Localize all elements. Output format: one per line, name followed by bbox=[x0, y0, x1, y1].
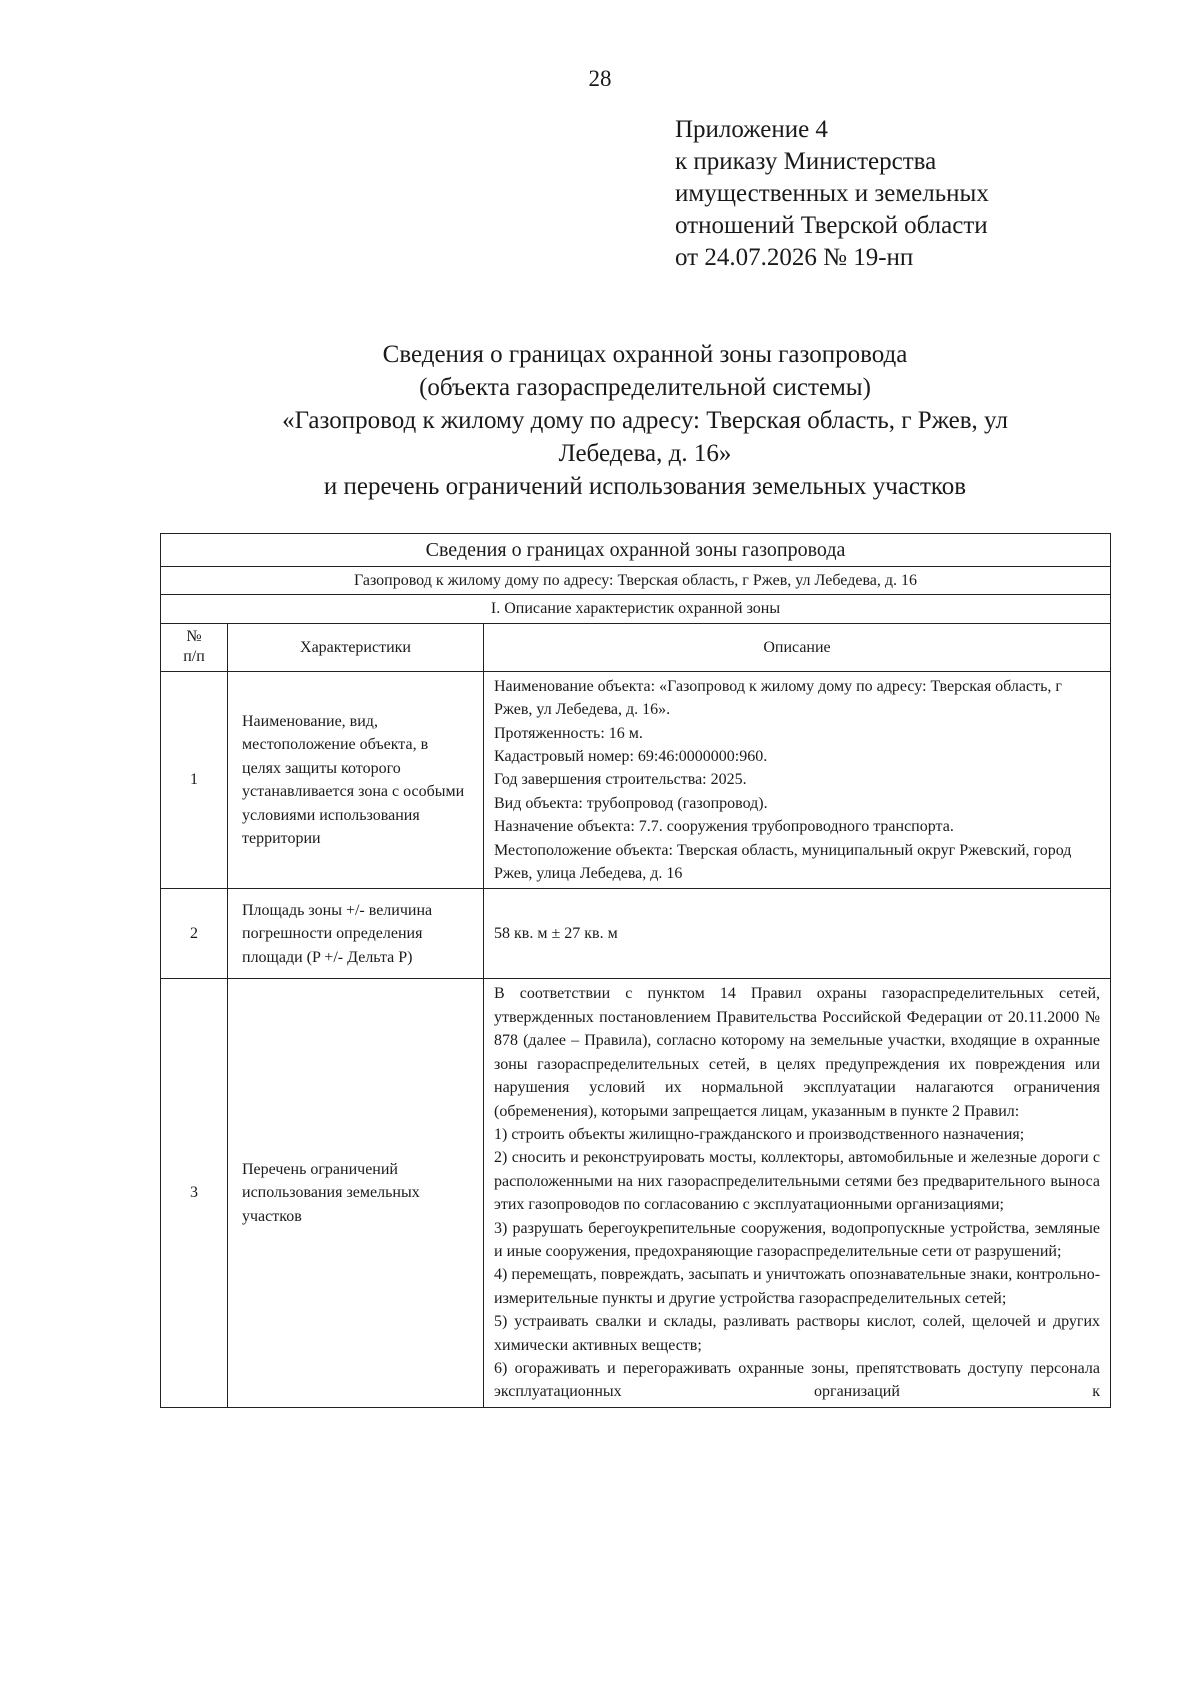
table-row bbox=[161, 979, 1111, 1407]
table-section-title: I. Описание характеристик охранной зоны bbox=[161, 595, 1111, 623]
appendix-block bbox=[675, 114, 989, 274]
column-header-description: Описание bbox=[484, 623, 1111, 671]
description-paragraph: 6) огораживать и перегораживать охранные зоны, препятствовать доступу персонала эксплуатационных организаций к bbox=[494, 1359, 1101, 1401]
row-description bbox=[484, 671, 1111, 889]
row-description bbox=[484, 979, 1111, 1407]
table-column-header-row bbox=[161, 623, 1111, 671]
description-line: Кадастровый номер: 69:46:0000000:960. bbox=[494, 748, 768, 766]
title-line: Лебедева, д. 16» bbox=[558, 440, 732, 467]
description-paragraph: 2) сносить и реконструировать мосты, коллекторы, автомобильные и железные дороги с расположенными на них газораспределительными сетями без предварительного выноса этих газопроводов по согласованию с эксплуатационными организациями; bbox=[494, 1149, 1101, 1214]
appendix-line: от 24.07.2026 № 19-нп bbox=[675, 244, 914, 271]
title-line: (объекта газораспределительной системы) bbox=[419, 374, 871, 401]
appendix-line: Приложение 4 bbox=[675, 116, 828, 143]
row-number: 1 bbox=[161, 671, 228, 889]
title-line: и перечень ограничений использования земельных участков bbox=[323, 473, 967, 500]
column-header-number bbox=[161, 623, 228, 671]
description-paragraph: 1) строить объекты жилищно-гражданского и производственного назначения; bbox=[494, 1125, 1025, 1143]
description-line: 58 кв. м ± 27 кв. м bbox=[494, 925, 618, 943]
description-line: Протяженность: 16 м. bbox=[494, 724, 643, 742]
description-line: Местоположение объекта: Тверская область, муниципальный округ Ржевский, город Ржев, улица Лебедева, д. 16 bbox=[494, 841, 1072, 883]
row-characteristic: Перечень ограничений использования земельных участков bbox=[228, 979, 484, 1407]
table-header-title: Сведения о границах охранной зоны газопровода bbox=[161, 534, 1111, 567]
description-line: Наименование объекта: «Газопровод к жилому дому по адресу: Тверская область, г Ржев, ул Лебедева, д. 16». bbox=[494, 677, 1062, 719]
description-paragraph: 5) устраивать свалки и склады, разливать растворы кислот, солей, щелочей и других химически активных веществ; bbox=[494, 1313, 1101, 1354]
table-row bbox=[161, 889, 1111, 979]
table-header-row bbox=[161, 595, 1111, 623]
description-paragraph: В соответствии с пунктом 14 Правил охраны газораспределительных сетей, утвержденных постановлением Правительства Российской Федерации от 20.11.2000 № 878 (далее – Правила), согласно которому на земельные участки, входящие в охранные зоны газораспределительных сетей, в целях предупреждения их повреждения или нарушения условий их нормальной эксплуатации налагаются ограничения (обременения), которыми запрещается лицам, указанным в пункте 2 Правил: bbox=[494, 985, 1101, 1120]
appendix-line: имущественных и земельных bbox=[675, 180, 989, 207]
appendix-line: к приказу Министерства bbox=[675, 148, 937, 175]
column-header-number-label: № п/п bbox=[183, 628, 205, 666]
protection-zone-table bbox=[160, 533, 1111, 1408]
title-line: Сведения о границах охранной зоны газопровода bbox=[382, 341, 908, 368]
title-line: «Газопровод к жилому дому по адресу: Тверская область, г Ржев, ул bbox=[282, 407, 1008, 434]
table-header-row bbox=[161, 534, 1111, 567]
row-characteristic: Площадь зоны +/- величина погрешности определения площади (P +/- Дельта P) bbox=[228, 889, 484, 979]
description-line: Год завершения строительства: 2025. bbox=[494, 771, 747, 789]
column-header-characteristics: Характеристики bbox=[228, 623, 484, 671]
page-number: 28 bbox=[588, 66, 612, 91]
appendix-line: отношений Тверской области bbox=[675, 212, 988, 239]
description-paragraph: 3) разрушать берегоукрепительные сооружения, водопропускные устройства, земляные и иные сооружения, предохраняющие газораспределительные сети от разрушений; bbox=[494, 1219, 1101, 1260]
row-number: 2 bbox=[161, 889, 228, 979]
row-characteristic: Наименование, вид, местоположение объекта, в целях защиты которого устанавливается зона с особыми условиями использования территории bbox=[228, 671, 484, 889]
table-row bbox=[161, 671, 1111, 889]
row-description bbox=[484, 889, 1111, 979]
table-header-row bbox=[161, 567, 1111, 595]
table-header-object: Газопровод к жилому дому по адресу: Тверская область, г Ржев, ул Лебедева, д. 16 bbox=[161, 567, 1111, 595]
row-number: 3 bbox=[161, 979, 228, 1407]
description-line: Назначение объекта: 7.7. сооружения трубопроводного транспорта. bbox=[494, 818, 954, 836]
document-title bbox=[160, 338, 1130, 503]
description-paragraph: 4) перемещать, повреждать, засыпать и уничтожать опознавательные знаки, контрольно-измерительные пункты и другие устройства газораспределительных сетей; bbox=[494, 1266, 1101, 1307]
description-line: Вид объекта: трубопровод (газопровод). bbox=[494, 794, 768, 812]
